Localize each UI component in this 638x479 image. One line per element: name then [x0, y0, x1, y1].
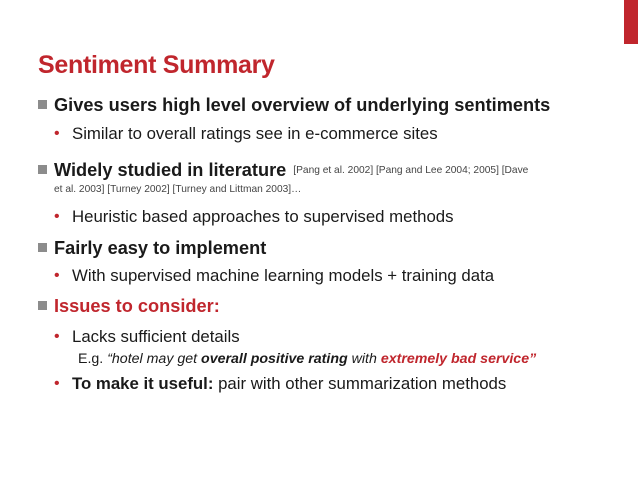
bullet-3	[38, 237, 628, 259]
example-highlight: extremely bad service”	[380, 351, 537, 367]
citation-text: [Pang et al. 2002] [Pang and Lee 2004; 2005] [Dave	[293, 165, 529, 176]
bullet-text: Fairly easy to implement	[54, 238, 267, 258]
example-emphasis: overall positive rating	[201, 351, 348, 367]
slide-title: Sentiment Summary	[38, 51, 275, 79]
bullet-1	[38, 94, 628, 116]
square-bullet-icon	[38, 243, 47, 252]
example-prefix: E.g.	[78, 351, 108, 367]
sub-bullet	[54, 374, 628, 394]
sub-bullet-bold: To make it useful:	[72, 374, 214, 393]
citation-continued: et al. 2003] [Turney 2002] [Turney and Littman 2003]…	[54, 184, 302, 195]
dot-bullet-icon: •	[54, 375, 60, 392]
sub-bullet	[54, 207, 628, 227]
dot-bullet-icon: •	[54, 208, 60, 225]
example-quote	[78, 350, 628, 368]
accent-bar	[624, 0, 638, 44]
sub-bullet-text: Similar to overall ratings see in e-commerce sites	[72, 124, 438, 143]
sub-bullet-text: With supervised machine learning models + training data	[72, 266, 495, 285]
square-bullet-icon	[38, 165, 47, 174]
sub-bullet	[54, 124, 628, 144]
example-part-1: “hotel may get	[107, 351, 202, 367]
bullet-4	[38, 295, 628, 317]
slide-content	[38, 94, 628, 394]
sub-bullet-text: Lacks sufficient details	[72, 327, 240, 346]
dot-bullet-icon: •	[54, 125, 60, 142]
sub-bullet	[54, 327, 628, 347]
bullet-text: Widely studied in literature	[54, 160, 287, 180]
square-bullet-icon	[38, 100, 47, 109]
square-bullet-icon	[38, 301, 47, 310]
sub-bullet-text	[72, 374, 506, 394]
dot-bullet-icon: •	[54, 328, 60, 345]
bullet-text: Gives users high level overview of underlying sentiments	[54, 95, 551, 115]
bullet-2	[38, 159, 628, 183]
sub-bullet-rest: pair with other summarization methods	[213, 374, 507, 393]
dot-bullet-icon: •	[54, 267, 60, 284]
bullet-text: Issues to consider:	[54, 296, 220, 316]
sub-bullet-text: Heuristic based approaches to supervised methods	[72, 207, 454, 226]
sub-bullet	[54, 266, 628, 286]
example-part-3: with	[347, 351, 381, 367]
